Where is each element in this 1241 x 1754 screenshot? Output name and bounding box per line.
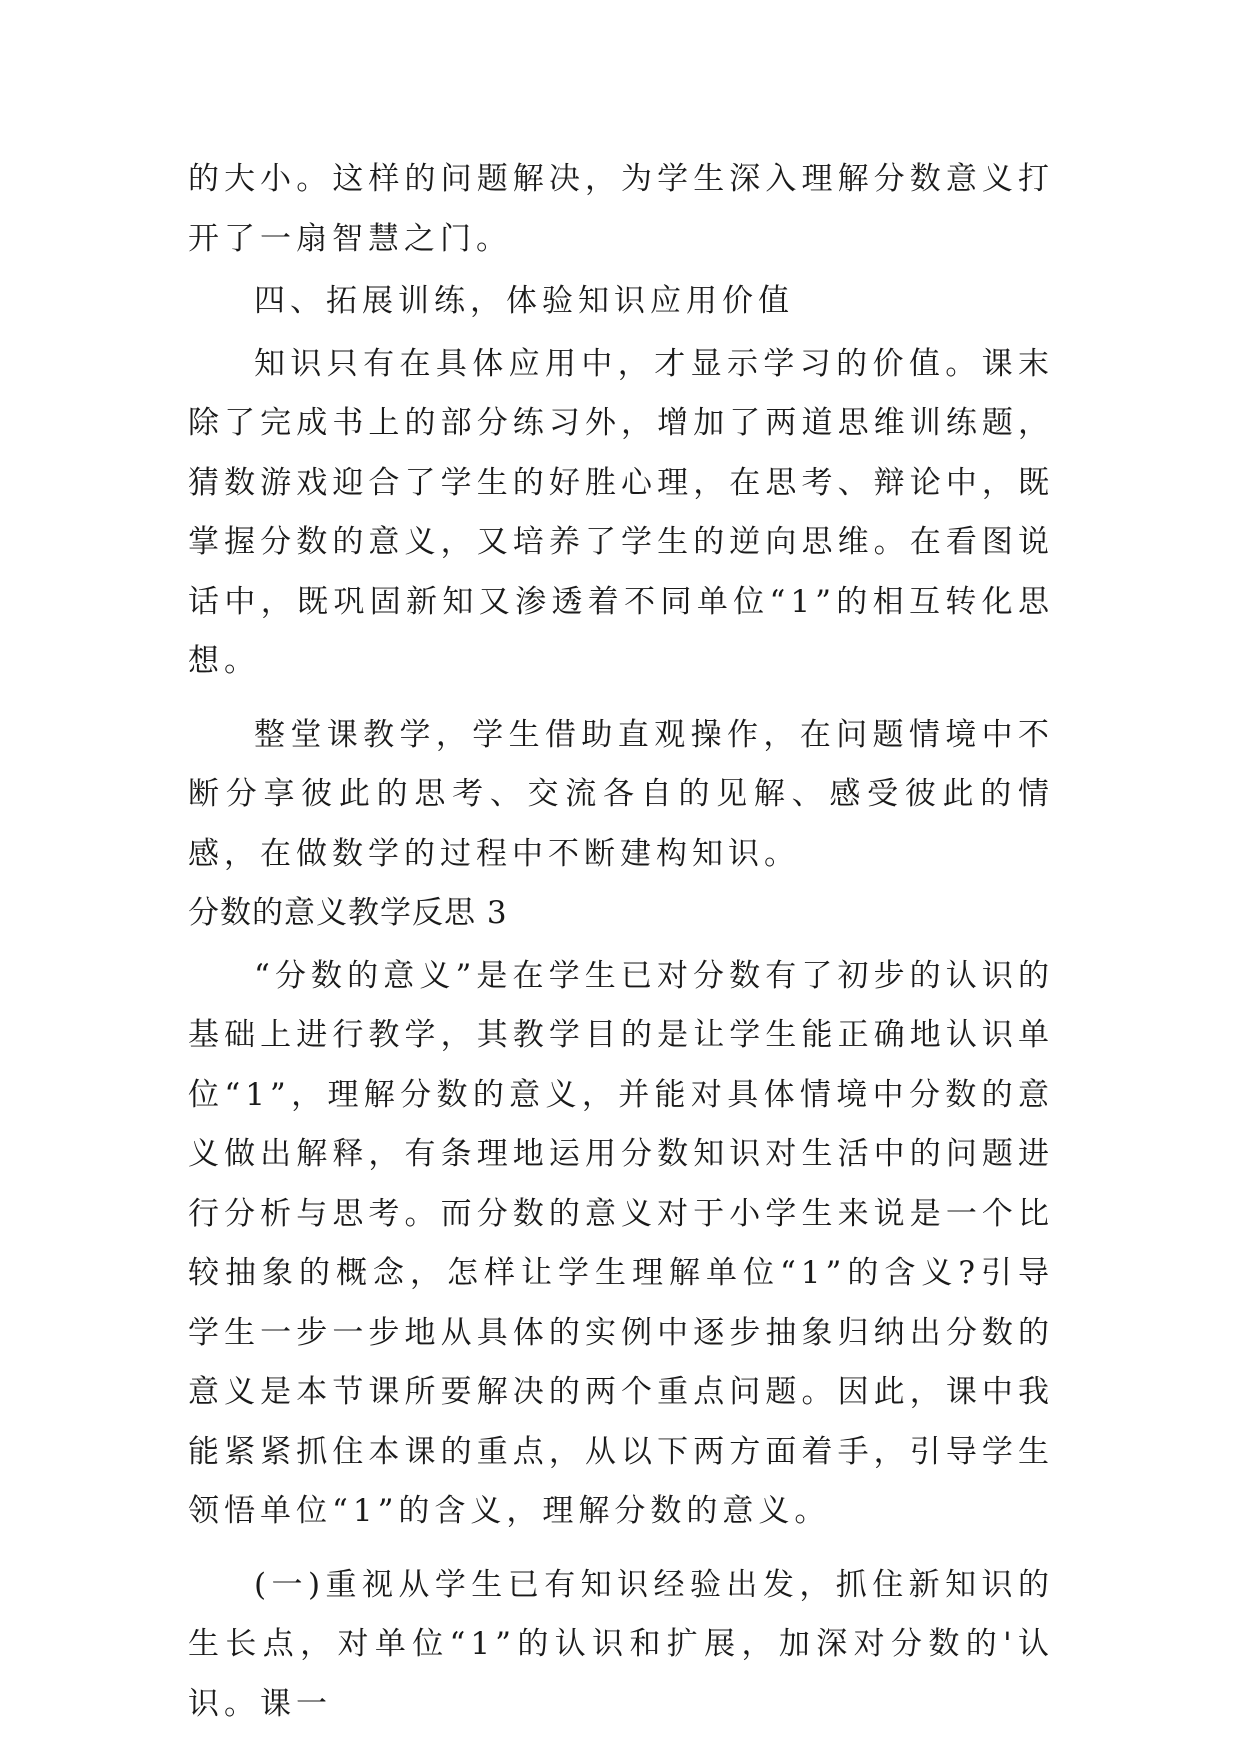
body-paragraph-continued: 的大小。这样的问题解决，为学生深入理解分数意义打开了一扇智慧之门。	[188, 161, 1054, 257]
section-heading-four: 四、拓展训练，体验知识应用价值	[254, 283, 794, 319]
document-page	[188, 150, 1054, 1734]
body-paragraph-point-one: (一)重视从学生已有知识经验出发，抓住新知识的生长点，对单位“1”的认识和扩展，加深对分数的'认识。课一	[188, 1566, 1054, 1722]
body-paragraph-intro: “分数的意义”是在学生已对分数有了初步的认识的基础上进行教学，其教学目的是让学生能正确地认识单位“1”，理解分数的意义，并能对具体情境中分数的意义做出解释，有条理地运用分数知识对生活中的问题进行分析与思考。而分数的意义对于小学生来说是一个比较抽象的概念，怎样让学生理解单位“1”的含义?引导学生一步一步地从具体的实例中逐步抽象归纳出分数的意义是本节课所要解决的两个重点问题。因此，课中我能紧紧抓住本课的重点，从以下两方面着手，引导学生领悟单位“1”的含义，理解分数的意义。	[188, 957, 1054, 1529]
article-title: 分数的意义教学反思 3	[188, 895, 508, 931]
body-paragraph-application: 知识只有在具体应用中，才显示学习的价值。课末除了完成书上的部分练习外，增加了两道思维训练题，猜数游戏迎合了学生的好胜心理，在思考、辩论中，既掌握分数的意义，又培养了学生的逆向思维。在看图说话中，既巩固新知又渗透着不同单位“1”的相互转化思想。	[188, 345, 1054, 679]
body-paragraph-summary: 整堂课教学，学生借助直观操作，在问题情境中不断分享彼此的思考、交流各自的见解、感受彼此的情感，在做数学的过程中不断建构知识。	[188, 716, 1054, 872]
